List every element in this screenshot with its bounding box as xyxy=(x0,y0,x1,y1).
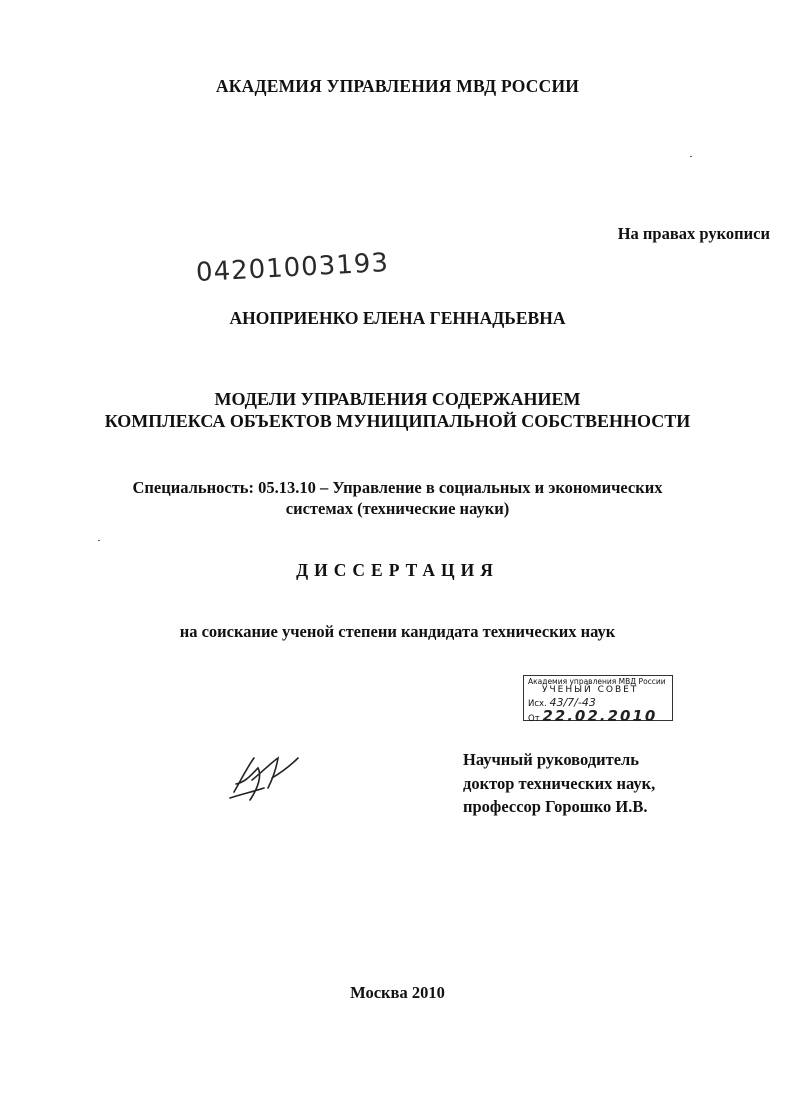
stamp-org: Академия управления МВД России xyxy=(528,677,666,686)
specialty-line-2: системах (технические науки) xyxy=(285,499,510,518)
city-year: Москва 2010 xyxy=(350,983,445,1002)
stamp-date-row xyxy=(528,707,657,725)
supervisor-line-1: Научный руководитель xyxy=(463,750,639,769)
stamp-council: УЧЕНЫЙ СОВЕТ xyxy=(542,685,639,695)
dissertation-title xyxy=(0,388,795,432)
supervisor-line-2: доктор технических наук, xyxy=(463,773,656,793)
stamp-date-label: От xyxy=(528,714,540,724)
scan-speck xyxy=(690,156,692,157)
title-line-2: КОМПЛЕКСА ОБЪЕКТОВ МУНИЦИПАЛЬНОЙ СОБСТВЕННОСТИ xyxy=(104,411,691,431)
specialty xyxy=(0,477,795,519)
institution-name: АКАДЕМИЯ УПРАВЛЕНИЯ МВД РОССИИ xyxy=(215,76,580,96)
scan-speck xyxy=(98,540,100,541)
stamp-in-label: Исх. xyxy=(528,699,547,709)
supervisor-block xyxy=(463,748,655,819)
signature-mark xyxy=(228,748,310,808)
author-name: АНОПРИЕНКО ЕЛЕНА ГЕННАДЬЕВНА xyxy=(229,308,566,328)
handwritten-registration-number: 04201003193 xyxy=(195,247,390,289)
specialty-line-1: Специальность: 05.13.10 – Управление в социальных и экономических xyxy=(132,478,663,497)
council-stamp xyxy=(523,675,673,725)
supervisor-line-3: профессор Горошко И.В. xyxy=(463,797,648,816)
stamp-date-value: 22.02.2010 xyxy=(542,707,658,725)
degree-line: на соискание ученой степени кандидата технических наук xyxy=(179,622,616,641)
stamp-in-number: 43/7/-43 xyxy=(549,696,596,709)
title-line-1: МОДЕЛИ УПРАВЛЕНИЯ СОДЕРЖАНИЕМ xyxy=(214,389,581,409)
document-type: ДИССЕРТАЦИЯ xyxy=(296,560,499,580)
rights-note: На правах рукописи xyxy=(617,224,770,243)
